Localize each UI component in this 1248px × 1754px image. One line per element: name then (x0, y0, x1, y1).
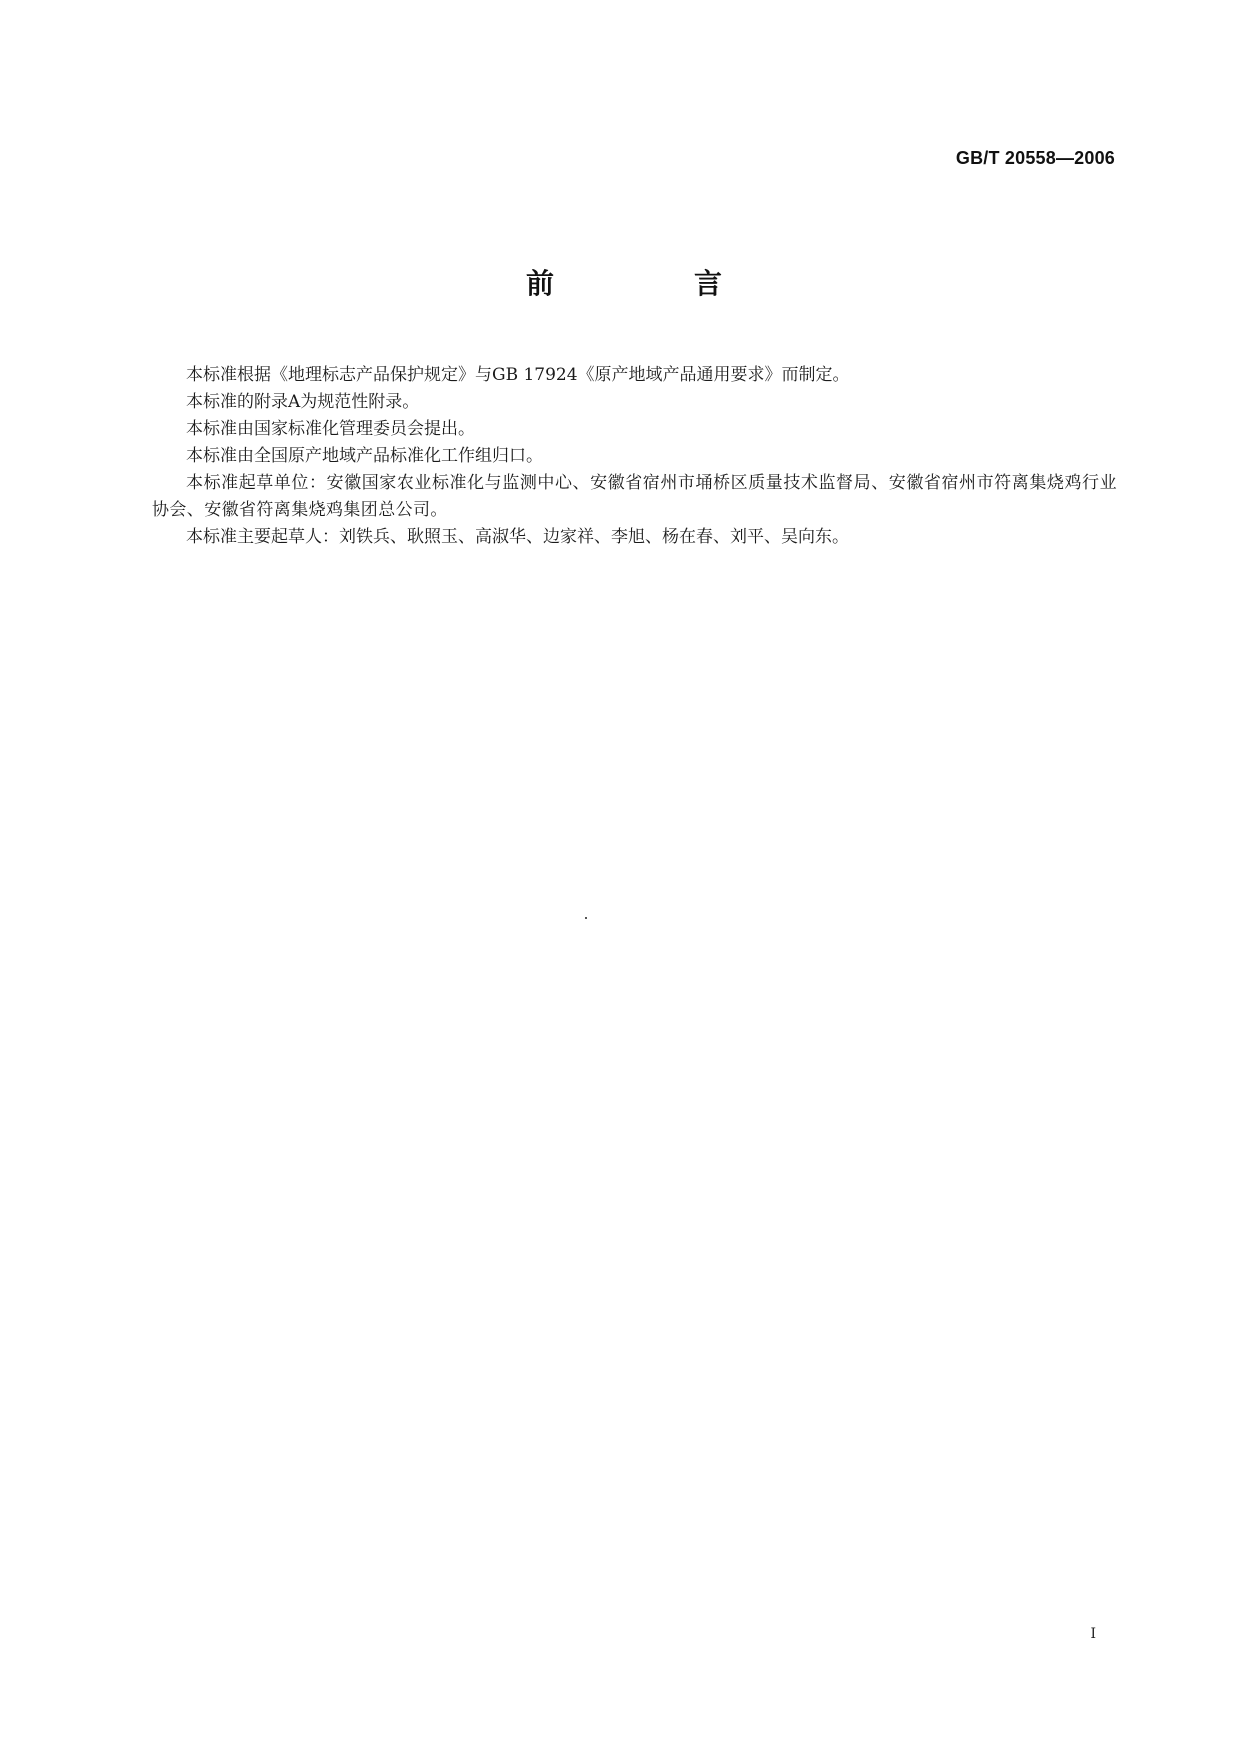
paragraph-proposer: 本标准由国家标准化管理委员会提出。 (186, 419, 475, 439)
paragraph-basis: 本标准根据《地理标志产品保护规定》与GB 17924《原产地域产品通用要求》而制定。 (186, 365, 850, 385)
foreword-body (152, 362, 1117, 551)
paragraph-appendix: 本标准的附录A为规范性附录。 (186, 392, 420, 412)
standard-number: GB/T 20558—2006 (955, 148, 1115, 168)
scan-speck (585, 917, 587, 919)
paragraph-drafting-units: 本标准起草单位：安徽国家农业标准化与监测中心、安徽省宿州市埇桥区质量技术监督局、安徽省宿州市符离集烧鸡行业协会、安徽省符离集烧鸡集团总公司。 (152, 473, 1117, 520)
page-number: I (1090, 1626, 1096, 1642)
page-title: 前 言 (525, 267, 778, 300)
paragraph-drafters: 本标准主要起草人：刘铁兵、耿照玉、高淑华、边家祥、李旭、杨在春、刘平、吴向东。 (186, 527, 849, 547)
paragraph-centralized: 本标准由全国原产地域产品标准化工作组归口。 (186, 446, 543, 466)
